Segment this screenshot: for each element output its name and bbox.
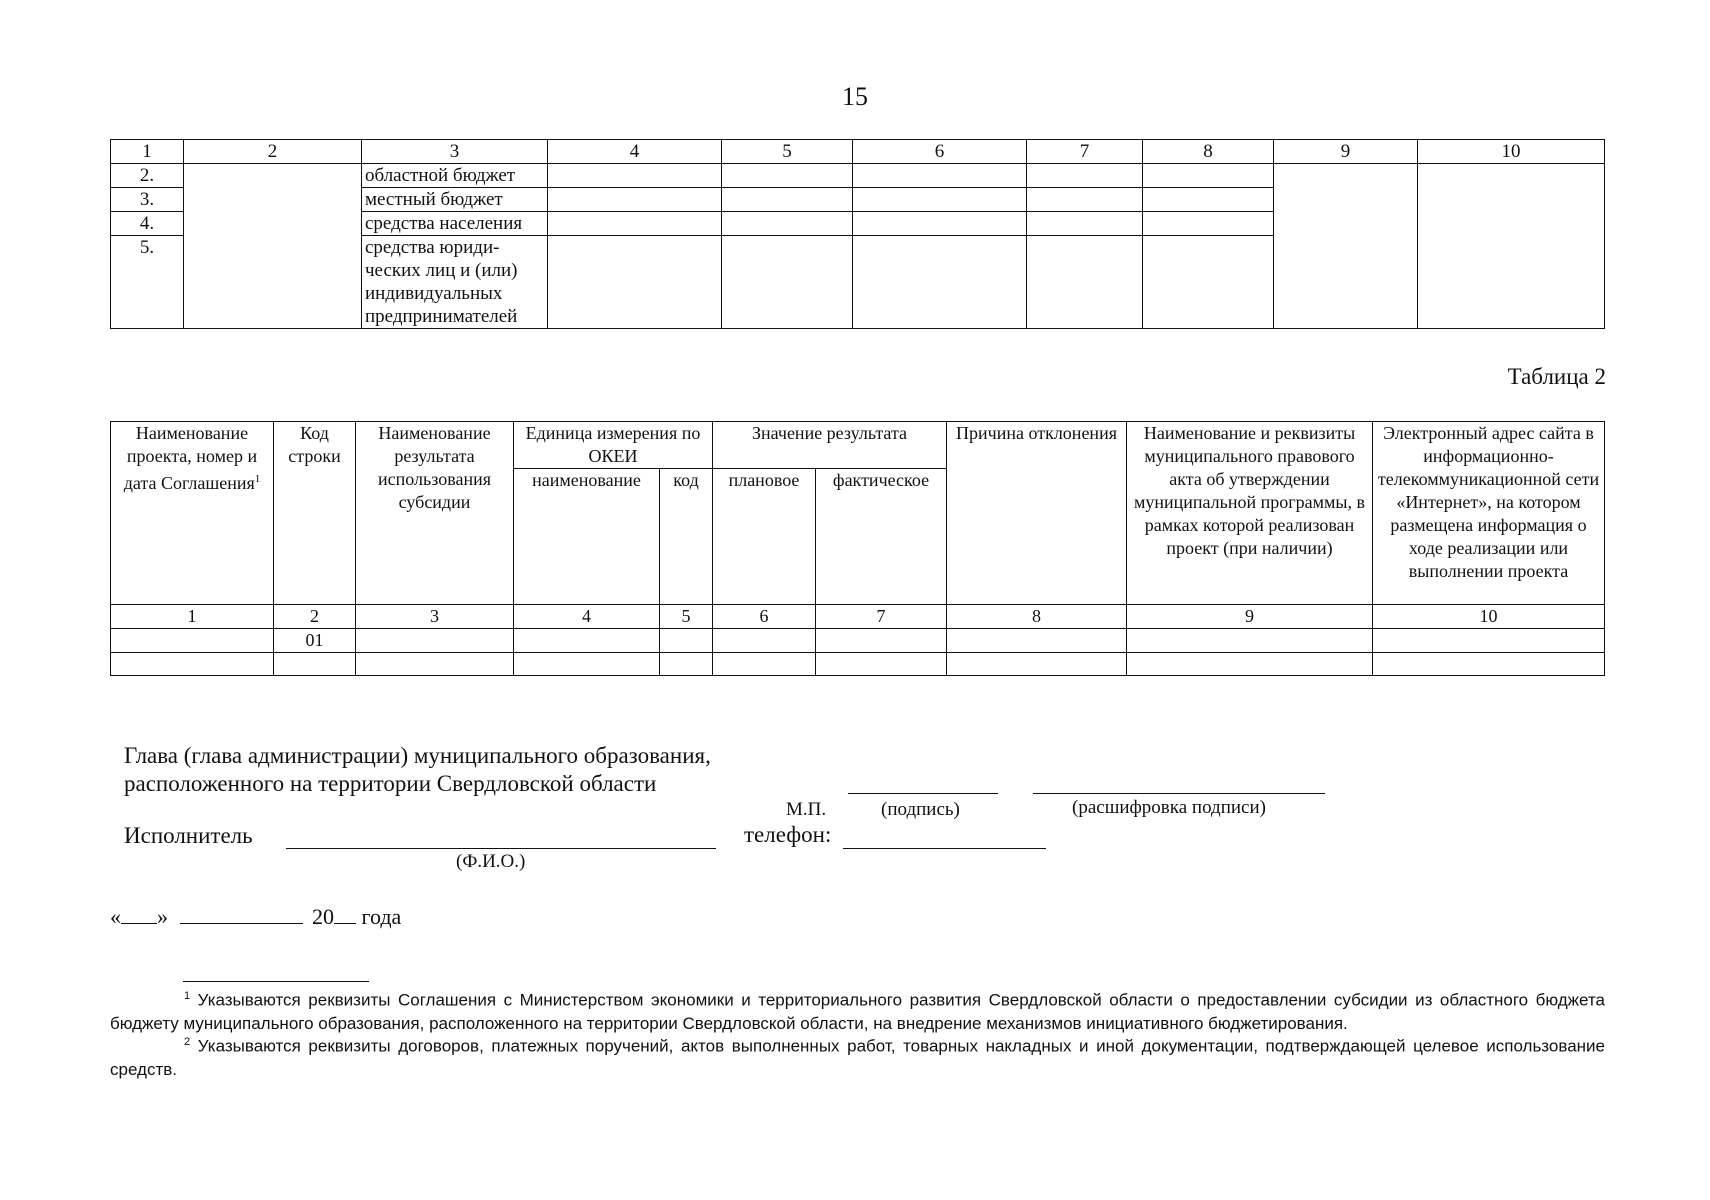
col-result-name: Наименование результата использования субсидии [356,422,514,605]
header-cell: 5 [722,140,853,164]
page-number: 15 [842,82,868,111]
column-number: 6 [713,605,816,629]
column-number: 5 [660,605,713,629]
date-line [110,904,401,930]
column-number: 4 [514,605,660,629]
signature-line [848,793,998,794]
header-cell: 9 [1274,140,1418,164]
month-blank [180,923,303,924]
empty-cell [1418,164,1605,329]
header-cell: 6 [853,140,1027,164]
column-number: 10 [1373,605,1605,629]
stamp-place-label: М.П. [786,799,827,820]
row-label: средства юриди-ческих лиц и (или) индивидуальных предпринимателей [362,236,548,329]
phone-line [843,848,1046,849]
column-number: 2 [274,605,356,629]
table-row [111,653,1605,676]
fio-caption: (Ф.И.О.) [456,851,526,872]
footnote-2 [110,1031,1605,1081]
col-deviation-reason: Причина отклонения [947,422,1127,605]
column-number: 9 [1127,605,1373,629]
budget-sources-table [110,139,1605,329]
year-suffix: года [361,904,402,929]
col-legal-act: Наименование и реквизиты муниципального правового акта об утверждении муниципальной программы, в рамках которой реализован проект (при наличии) [1127,422,1373,605]
header-cell: 8 [1143,140,1274,164]
col-value-actual: фактическое [816,469,947,605]
row-label: областной бюджет [362,164,548,188]
col-value-group: Значение результата [713,422,947,469]
phone-label: телефон: [744,822,832,847]
row-number: 3. [111,188,184,212]
row-label: местный бюджет [362,188,548,212]
head-title-line-2: расположенного на территории Свердловской области [124,771,657,796]
year-blank [334,923,356,924]
empty-cell [1274,164,1418,329]
col-website: Электронный адрес сайта в информационно-телекоммуникационной сети «Интернет», на котором размещена информация о ходе реализации или выполнении проекта [1373,422,1605,605]
footnote-separator [183,981,369,982]
column-number: 7 [816,605,947,629]
executor-label: Исполнитель [124,823,253,848]
column-number: 8 [947,605,1127,629]
footnote-ref: 1 [254,473,261,485]
footnote-2-text: Указываются реквизиты договоров, платежных поручений, актов выполненных работ, товарных накладных и иной документации, подтверждающей целевое использование средств. [110,1036,1605,1079]
day-blank [121,923,157,924]
row-number: 2. [111,164,184,188]
signature-decode-line [1033,793,1325,794]
col-unit-group: Единица измерения по ОКЕИ [514,422,713,469]
header-cell: 4 [548,140,722,164]
header-cell: 10 [1418,140,1605,164]
col-value-planned: плановое [713,469,816,605]
header-cell: 1 [111,140,184,164]
header-cell: 7 [1027,140,1143,164]
col-row-code: Код строки [274,422,356,605]
col-unit-name: наименование [514,469,660,605]
col-project-name: Наименование проекта, номер и дата Соглашения$^1$ [111,422,274,605]
row-label: средства населения [362,212,548,236]
column-number: 1 [111,605,274,629]
row-code: 01 [274,629,356,653]
table-row [111,629,1605,653]
footnote-1-text: Указываются реквизиты Соглашения с Министерством экономики и территориального развития Свердловской области о предоставлении субсидии из областного бюджета бюджету муниципального образования, расположенного на территории Свердловской области, на внедрение механизмов инициативного бюджетирования. [110,990,1605,1033]
table-row [111,164,1605,188]
date-close-quote: » [157,904,168,929]
table-header-row [111,140,1605,164]
footnote-1 [110,985,1605,1035]
column-numbers-row [111,605,1605,629]
footnote-2-mark: 2 [184,1036,191,1048]
head-title-line-1: Глава (глава администрации) муниципального образования, [124,743,711,768]
date-open-quote: « [110,904,121,929]
row-number: 4. [111,212,184,236]
header-cell: 2 [184,140,362,164]
col-unit-code: код [660,469,713,605]
signature-decode-caption: (расшифровка подписи) [1072,797,1266,818]
empty-cell [184,164,362,329]
signature-caption: (подпись) [881,799,960,820]
column-number: 3 [356,605,514,629]
row-number: 5. [111,236,184,329]
header-cell: 3 [362,140,548,164]
table-2-caption: Таблица 2 [1507,364,1606,389]
footnote-1-mark: 1 [184,990,191,1002]
results-table [110,421,1605,676]
executor-name-line [286,848,716,849]
year-prefix: 20 [312,904,334,929]
